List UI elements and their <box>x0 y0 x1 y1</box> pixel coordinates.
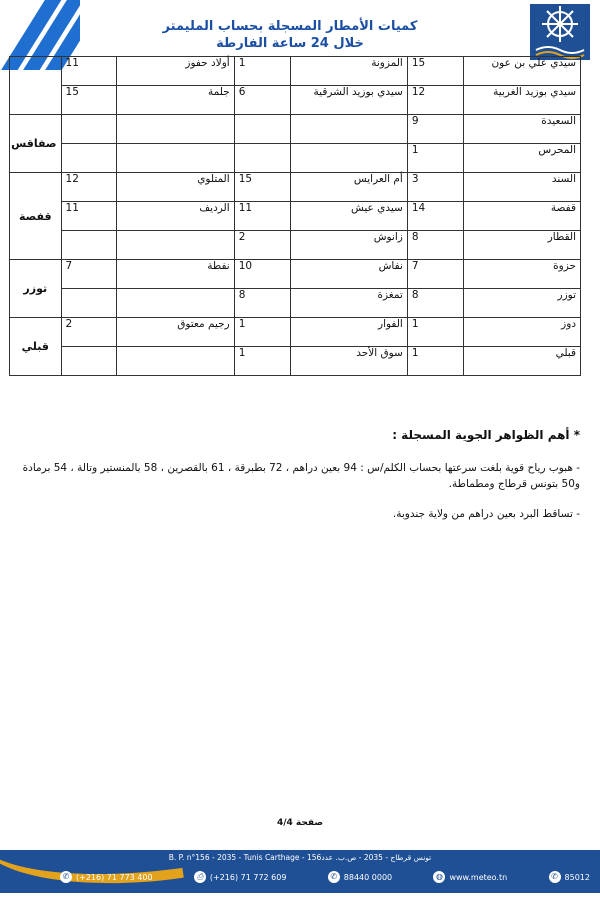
rainfall-value-2: 11 <box>234 202 290 231</box>
station-name-1: سيدي علي بن عون <box>463 57 580 86</box>
station-name-1: قبلي <box>463 347 580 376</box>
rainfall-value-1: 9 <box>407 115 463 144</box>
station-name-3: جلمة <box>117 86 234 115</box>
station-name-1: قفصة <box>463 202 580 231</box>
footer-contact-item <box>194 871 287 883</box>
governorate-cell: قبلي <box>10 318 62 376</box>
page-title: كميات الأمطار المسجلة بحساب المليمتر <box>162 19 418 34</box>
footer-contact-text: 88440 0000 <box>343 872 393 882</box>
station-name-2: الفوار <box>290 318 407 347</box>
governorate-cell: صفاقس <box>10 115 62 173</box>
rainfall-value-2: 1 <box>234 347 290 376</box>
rainfall-value-2: 1 <box>234 318 290 347</box>
footer-contact-text: (+216) 71 772 609 <box>209 872 287 882</box>
footer-contact-item <box>328 871 392 883</box>
rainfall-value-2 <box>234 144 290 173</box>
station-name-2: تمغزة <box>290 289 407 318</box>
rainfall-value-2: 15 <box>234 173 290 202</box>
rainfall-value-3: 12 <box>61 173 117 202</box>
station-name-3: رجيم معتوق <box>117 318 234 347</box>
station-name-3 <box>117 231 234 260</box>
fax-icon: ⎙ <box>194 871 206 883</box>
station-name-1: القطار <box>463 231 580 260</box>
station-name-3: المتلوي <box>117 173 234 202</box>
section-title: * أهم الظواهر الجوية المسجلة : <box>392 428 580 442</box>
rainfall-value-3: 2 <box>61 318 117 347</box>
rainfall-value-3 <box>61 231 117 260</box>
station-name-1: حزوة <box>463 260 580 289</box>
rainfall-value-2: 1 <box>234 57 290 86</box>
table-row <box>10 115 581 144</box>
rainfall-value-1: 3 <box>407 173 463 202</box>
station-name-3 <box>117 289 234 318</box>
station-name-1: المحرس <box>463 144 580 173</box>
rainfall-value-1: 15 <box>407 57 463 86</box>
governorate-cell <box>10 57 62 115</box>
station-name-3: نفطة <box>117 260 234 289</box>
station-name-2 <box>290 115 407 144</box>
rainfall-value-2: 8 <box>234 289 290 318</box>
rainfall-value-1: 7 <box>407 260 463 289</box>
station-name-2: زانوش <box>290 231 407 260</box>
table-row <box>10 289 581 318</box>
footer-contact-item <box>433 871 507 883</box>
rainfall-value-3: 11 <box>61 202 117 231</box>
station-name-3: الرديف <box>117 202 234 231</box>
phenomena-paragraph-hail: - تساقط البرد بعين دراهم من ولاية جندوبة. <box>392 508 580 520</box>
station-name-2: أم العرايس <box>290 173 407 202</box>
footer-contact-item <box>60 871 153 883</box>
table-row <box>10 202 581 231</box>
station-name-1: توزر <box>463 289 580 318</box>
rainfall-value-1: 8 <box>407 231 463 260</box>
phone-icon: ✆ <box>328 871 340 883</box>
footer-contacts <box>60 871 590 883</box>
institute-logo-icon <box>528 2 592 62</box>
station-name-3 <box>117 115 234 144</box>
station-name-3 <box>117 347 234 376</box>
station-name-1: سيدي بوزيد الغربية <box>463 86 580 115</box>
rainfall-value-2: 10 <box>234 260 290 289</box>
page-subtitle: خلال 24 ساعة الفارطة <box>216 36 364 51</box>
rainfall-value-1: 1 <box>407 318 463 347</box>
footer-bar <box>0 850 600 893</box>
rainfall-value-1: 14 <box>407 202 463 231</box>
phone-icon: ✆ <box>549 871 561 883</box>
web-icon: ◍ <box>433 871 445 883</box>
station-name-3: أولاد حفوز <box>117 57 234 86</box>
station-name-3 <box>117 144 234 173</box>
rainfall-value-3: 7 <box>61 260 117 289</box>
rainfall-value-3: 15 <box>61 86 117 115</box>
table-row <box>10 347 581 376</box>
page-number: صفحة 4/4 <box>276 818 324 828</box>
table-row <box>10 231 581 260</box>
rainfall-value-1: 1 <box>407 144 463 173</box>
table-row <box>10 260 581 289</box>
rainfall-value-1: 1 <box>407 347 463 376</box>
governorate-cell: قفصة <box>10 173 62 260</box>
rainfall-value-3 <box>61 289 117 318</box>
rainfall-value-3 <box>61 115 117 144</box>
station-name-1: دوز <box>463 318 580 347</box>
table-row <box>10 173 581 202</box>
rainfall-value-1: 8 <box>407 289 463 318</box>
station-name-2: سوق الأحد <box>290 347 407 376</box>
station-name-2: سيدي بوزيد الشرقية <box>290 86 407 115</box>
rainfall-value-2 <box>234 115 290 144</box>
rainfall-value-2: 2 <box>234 231 290 260</box>
table-row <box>10 57 581 86</box>
station-name-2: نفاش <box>290 260 407 289</box>
rainfall-value-1: 12 <box>407 86 463 115</box>
phenomena-paragraph-wind: - هبوب رياح قوية بلغت سرعتها بحساب الكلم/س : 94 بعين دراهم ، 72 بطبرقة ، 61 بالقصرين ، 58 بالمنستير وتالة ، 54 برمادة و50 بتونس قرطاج ومطماطة. <box>22 462 580 490</box>
table-row <box>10 144 581 173</box>
footer-contact-text: www.meteo.tn <box>449 872 508 882</box>
table-row <box>10 318 581 347</box>
phone-icon: ✆ <box>60 871 72 883</box>
governorate-cell: توزر <box>10 260 62 318</box>
station-name-2: المزونة <box>290 57 407 86</box>
footer-contact-text: 85012 <box>564 872 590 882</box>
footer-address: B. P. n°156 - 2035 - Tunis Carthage - تونس قرطاج - 2035 - ص.ب. عدد156 <box>168 853 432 862</box>
station-name-1: السعيدة <box>463 115 580 144</box>
station-name-1: السند <box>463 173 580 202</box>
page-header <box>120 18 460 52</box>
station-name-2 <box>290 144 407 173</box>
table-row <box>10 86 581 115</box>
rainfall-value-2: 6 <box>234 86 290 115</box>
rainfall-value-3: 11 <box>61 57 117 86</box>
rainfall-value-3 <box>61 144 117 173</box>
footer-contact-item <box>549 871 590 883</box>
footer-contact-text: (+216) 71 773 400 <box>76 872 153 882</box>
station-name-2: سيدي عيش <box>290 202 407 231</box>
rainfall-table <box>9 56 581 376</box>
rainfall-value-3 <box>61 347 117 376</box>
